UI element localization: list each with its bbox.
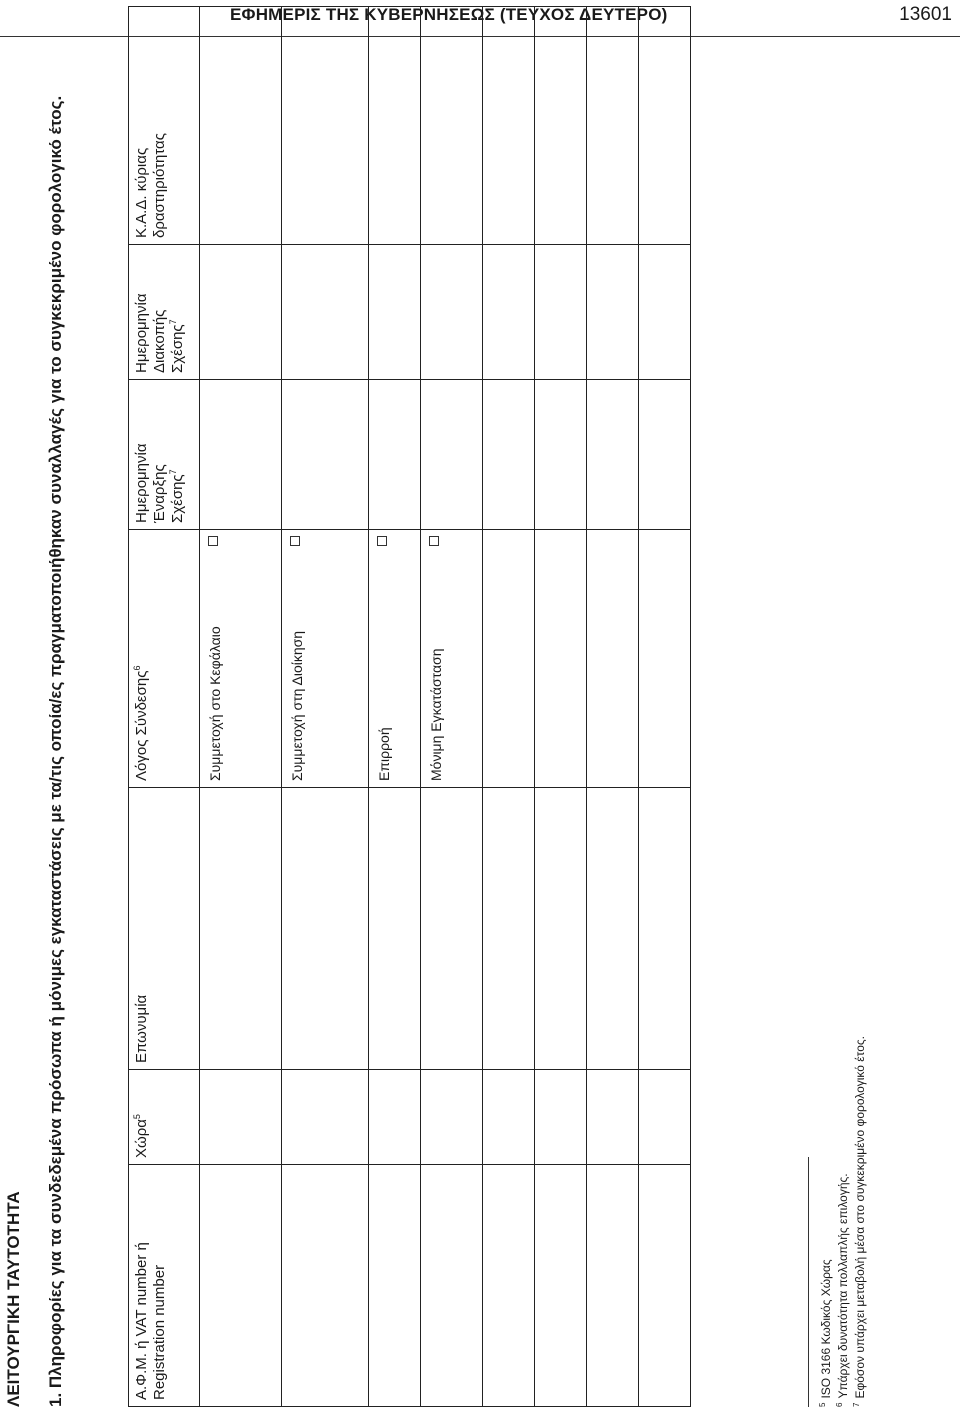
table-row-empty xyxy=(639,7,691,1407)
reason-checkbox-permanent-establishment[interactable] xyxy=(429,536,439,546)
footnote-rule xyxy=(808,1157,809,1407)
table-row-empty xyxy=(483,7,535,1407)
kad-cell[interactable] xyxy=(421,7,483,245)
header-country-label: Χώρα xyxy=(133,1119,150,1158)
vat-cell[interactable] xyxy=(421,1165,483,1407)
footnote-ref-6: 6 xyxy=(132,665,142,671)
reason-option-label: Επιρροή xyxy=(376,727,392,781)
end-date-cell[interactable] xyxy=(369,245,421,380)
country-cell[interactable] xyxy=(369,1070,421,1165)
table-row xyxy=(200,7,282,1407)
country-cell[interactable] xyxy=(200,1070,282,1165)
section-title: ΛΕΙΤΟΥΡΓΙΚΗ ΤΑΥΤΟΤΗΤΑ xyxy=(4,1191,23,1407)
header-vat-line2: Registration number xyxy=(151,1264,168,1400)
table-cell[interactable] xyxy=(587,1070,639,1165)
header-vat xyxy=(129,1165,200,1407)
table-cell[interactable] xyxy=(639,7,691,245)
table-cell[interactable] xyxy=(483,1070,535,1165)
reason-option-label: Συμμετοχή στο Κεφάλαιο xyxy=(207,626,223,781)
header-end-line2: Διακοπής xyxy=(151,309,168,373)
table-cell[interactable] xyxy=(535,530,587,788)
end-date-cell[interactable] xyxy=(421,245,483,380)
reason-checkbox-capital[interactable] xyxy=(208,536,218,546)
start-date-cell[interactable] xyxy=(282,380,369,530)
start-date-cell[interactable] xyxy=(421,380,483,530)
reason-option[interactable] xyxy=(200,530,282,788)
reason-option[interactable] xyxy=(282,530,369,788)
table-cell[interactable] xyxy=(535,1165,587,1407)
footnote-6 xyxy=(835,1036,852,1407)
header-kad-line1: Κ.Α.Δ. κύριας xyxy=(133,147,150,238)
table-cell[interactable] xyxy=(483,788,535,1070)
name-cell[interactable] xyxy=(421,788,483,1070)
header-end-line1: Ημερομηνία xyxy=(133,293,150,373)
end-date-cell[interactable] xyxy=(200,245,282,380)
table-row xyxy=(282,7,369,1407)
item-title: 1. Πληροφορίες για τα συνδεδεμένα πρόσωπα ή μόνιμες εγκαταστάσεις με τα/τις οποία/ες πραγματοποιήθηκαν συναλλαγές για το συγκεκριμένο φορολογικό έτος. xyxy=(46,95,65,1407)
header-kad-line2: δραστηριότητας xyxy=(151,133,168,238)
name-cell[interactable] xyxy=(369,788,421,1070)
table-cell[interactable] xyxy=(639,788,691,1070)
table-cell[interactable] xyxy=(587,788,639,1070)
table-cell[interactable] xyxy=(587,7,639,245)
table-cell[interactable] xyxy=(535,788,587,1070)
table-cell[interactable] xyxy=(587,1165,639,1407)
country-cell[interactable] xyxy=(282,1070,369,1165)
header-name xyxy=(129,788,200,1070)
country-cell[interactable] xyxy=(421,1070,483,1165)
footnote-number: 5 xyxy=(818,1402,827,1407)
reason-option-label: Συμμετοχή στη Διοίκηση xyxy=(289,630,305,781)
reason-option[interactable] xyxy=(421,530,483,788)
table-cell[interactable] xyxy=(535,1070,587,1165)
vat-cell[interactable] xyxy=(200,1165,282,1407)
header-start-line2: Έναρξης xyxy=(151,464,168,523)
header-start-line1: Ημερομηνία xyxy=(133,443,150,523)
table-cell[interactable] xyxy=(587,530,639,788)
footnote-number: 6 xyxy=(835,1402,844,1407)
name-cell[interactable] xyxy=(282,788,369,1070)
start-date-cell[interactable] xyxy=(369,380,421,530)
table-cell[interactable] xyxy=(483,380,535,530)
table-cell[interactable] xyxy=(587,245,639,380)
footnote-7 xyxy=(852,1036,869,1407)
page-number: 13601 xyxy=(899,4,952,25)
header-reason xyxy=(129,530,200,788)
table-cell[interactable] xyxy=(587,380,639,530)
table-cell[interactable] xyxy=(639,1165,691,1407)
table-cell[interactable] xyxy=(639,245,691,380)
header-name-label: Επωνυμία xyxy=(133,994,150,1063)
kad-cell[interactable] xyxy=(200,7,282,245)
reason-option-label: Μόνιμη Εγκατάσταση xyxy=(428,648,444,781)
footnote-ref-5: 5 xyxy=(132,1114,142,1120)
footnote-text: Υπάρχει δυνατότητα πολλαπλής επιλογής. xyxy=(836,1173,850,1399)
end-date-cell[interactable] xyxy=(282,245,369,380)
footnote-ref-7: 7 xyxy=(168,469,178,475)
journal-title: ΕΦΗΜΕΡΙΣ ΤΗΣ ΚΥΒΕΡΝΗΣΕΩΣ (ΤΕΥΧΟΣ ΔΕΥΤΕΡΟ) xyxy=(230,5,668,24)
reason-option[interactable] xyxy=(369,530,421,788)
table-cell[interactable] xyxy=(639,380,691,530)
table-row xyxy=(421,7,483,1407)
header-end-date xyxy=(129,245,200,380)
header-reason-label: Λόγος Σύνδεσης xyxy=(133,670,150,781)
header-end-line3: Σχέσης xyxy=(169,324,186,373)
start-date-cell[interactable] xyxy=(200,380,282,530)
reason-checkbox-influence[interactable] xyxy=(377,536,387,546)
header-start-line3: Σχέσης xyxy=(169,474,186,523)
related-entities-table xyxy=(128,6,691,1407)
table-row xyxy=(369,7,421,1407)
kad-cell[interactable] xyxy=(282,7,369,245)
table-cell[interactable] xyxy=(483,530,535,788)
footnote-text: ISO 3166 Κωδικός Χώρας xyxy=(819,1259,833,1399)
header-country xyxy=(129,1070,200,1165)
table-row-empty xyxy=(587,7,639,1407)
table-row-empty xyxy=(535,7,587,1407)
table-cell[interactable] xyxy=(535,245,587,380)
footnote-ref-7: 7 xyxy=(168,319,178,325)
header-kad xyxy=(129,7,200,245)
table-cell[interactable] xyxy=(639,530,691,788)
vat-cell[interactable] xyxy=(282,1165,369,1407)
footnotes xyxy=(818,1036,869,1407)
footnote-5 xyxy=(818,1036,835,1407)
reason-checkbox-management[interactable] xyxy=(290,536,300,546)
table-cell[interactable] xyxy=(483,245,535,380)
table-cell[interactable] xyxy=(535,7,587,245)
name-cell[interactable] xyxy=(200,788,282,1070)
table-header-row xyxy=(129,7,200,1407)
footnote-text: Εφόσον υπάρχει μεταβολή μέσα στο συγκεκριμένο φορολογικό έτος. xyxy=(853,1035,867,1399)
vat-cell[interactable] xyxy=(369,1165,421,1407)
table-cell[interactable] xyxy=(483,7,535,245)
footnote-number: 7 xyxy=(852,1402,861,1407)
table-cell[interactable] xyxy=(483,1165,535,1407)
header-start-date xyxy=(129,380,200,530)
header-vat-line1: Α.Φ.Μ. ή VAT number ή xyxy=(133,1242,150,1400)
kad-cell[interactable] xyxy=(369,7,421,245)
table-cell[interactable] xyxy=(535,380,587,530)
table-cell[interactable] xyxy=(639,1070,691,1165)
